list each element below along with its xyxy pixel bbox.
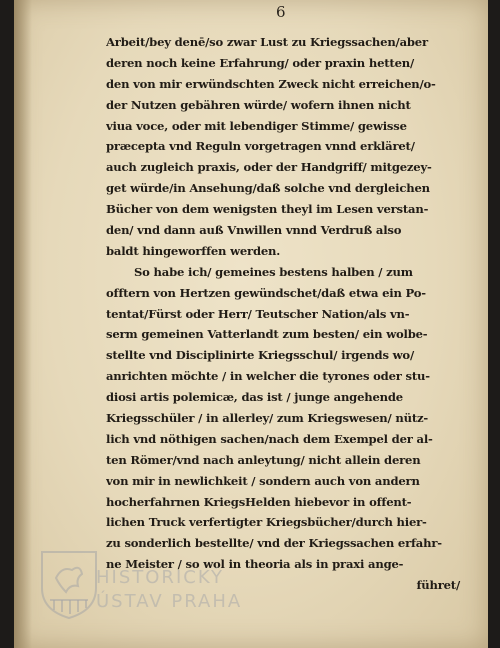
watermark	[96, 566, 242, 614]
catchword: führet/	[416, 578, 460, 593]
text-line: von mir in newlichkeit / sondern auch von andern	[106, 473, 420, 488]
text-line: ne Meister / so wol in theoria als in praxi ange-	[106, 557, 404, 572]
text-line: viua voce, oder mit lebendiger Stimme/ gewisse	[106, 118, 407, 133]
watermark-line-1: HISTORICKÝ	[96, 567, 224, 588]
text-line: stellte vnd Disciplinirte Kriegsschul/ irgends wo/	[106, 348, 414, 363]
text-line: diosi artis polemicæ, das ist / junge angehende	[106, 390, 403, 405]
text-line: den von mir erwündschten Zweck nicht erreichen/o-	[106, 76, 436, 91]
text-line: anrichten möchte / in welcher die tyrones oder stu-	[106, 369, 430, 384]
text-line: Bücher von dem wenigsten theyl im Lesen verstan-	[106, 202, 429, 217]
text-line: serm gemeinen Vatterlandt zum besten/ ein wolbe-	[106, 327, 428, 342]
text-line: præcepta vnd Reguln vorgetragen vnnd erkläret/	[106, 139, 415, 154]
text-line: lich vnd nöthigen sachen/nach dem Exempel der al-	[106, 431, 433, 446]
text-line: ten Römer/vnd nach anleytung/ nicht allein deren	[106, 452, 421, 467]
text-line: auch zugleich praxis, oder der Handgriff/ mitgezey-	[106, 160, 432, 175]
text-line: get würde/in Ansehung/daß solche vnd dergleichen	[106, 181, 430, 196]
text-line: Arbeit/bey denē/so zwar Lust zu Kriegssachen/aber	[106, 35, 428, 49]
text-line: Kriegsschüler / in allerley/ zum Kriegswesen/ nütz-	[106, 411, 428, 426]
text-line: offtern von Hertzen gewündschet/daß etwa ein Po-	[106, 285, 426, 300]
text-line: baldt hingeworffen werden.	[106, 243, 281, 258]
page-text-block	[106, 32, 466, 596]
text-line: tentat/Fürst oder Herr/ Teutscher Nation/als vn-	[106, 306, 410, 321]
text-line: So habe ich/ gemeines bestens halben / zum	[134, 264, 413, 279]
text-line: deren noch keine Erfahrung/ oder praxin hetten/	[106, 55, 415, 70]
institute-seal-icon	[36, 548, 102, 620]
text-line: lichen Truck verfertigter Kriegsbücher/durch hier-	[106, 515, 427, 530]
text-line: zu sonderlich bestellte/ vnd der Kriegssachen erfahr-	[106, 536, 442, 551]
page-spine-shadow	[14, 0, 32, 648]
text-line: hocherfahrnen KriegsHelden hiebevor in offent-	[106, 494, 412, 509]
text-line: der Nutzen gebähren würde/ wofern ihnen nicht	[106, 97, 411, 112]
watermark-line-2: ÚSTAV PRAHA	[96, 591, 243, 612]
text-line: den/ vnd dann auß Vnwillen vnnd Verdruß also	[106, 223, 402, 238]
book-page	[14, 0, 488, 648]
page-number: 6	[276, 3, 286, 21]
